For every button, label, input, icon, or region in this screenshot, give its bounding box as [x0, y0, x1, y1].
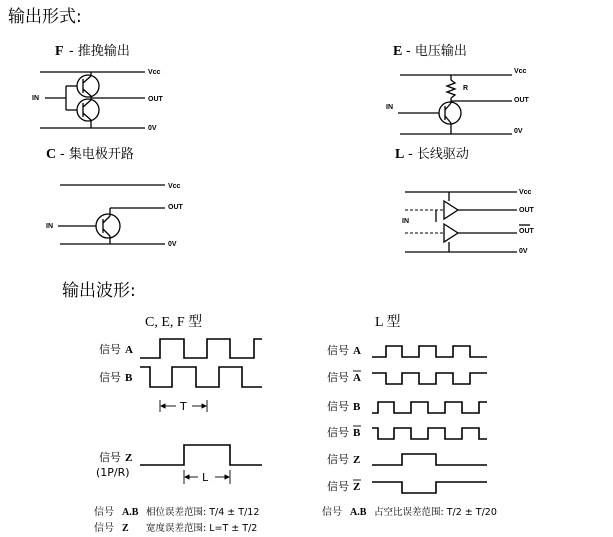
circuit-f-push-pull: [32, 43, 164, 132]
cef-wave-a: [140, 339, 262, 358]
circuit-l-out-1: OUT: [519, 207, 534, 214]
circuit-f-out: OUT: [148, 96, 163, 103]
l-signal-4-label: 信号: [327, 426, 349, 439]
circuit-l-line-driver: [395, 146, 535, 255]
l-signal-1-name: A: [353, 345, 361, 357]
cef-note-2-text: 宽度误差范围: L=T ± T/2: [146, 523, 258, 534]
circuit-f-letter: F: [55, 44, 64, 59]
l-wave-b-bar: [372, 428, 487, 439]
l-signal-5-name: Z: [353, 454, 361, 466]
circuit-c-letter: C: [46, 147, 57, 162]
l-signal-4-name: B: [353, 427, 361, 439]
l-signal-2-name: A: [353, 372, 361, 384]
l-wave-z-bar: [372, 482, 487, 493]
cef-signal-a-name: A: [125, 344, 133, 356]
circuit-c-vcc: Vcc: [168, 183, 181, 190]
cef-period-label: T: [180, 400, 187, 413]
l-signal-5-label: 信号: [327, 453, 349, 466]
l-signal-6-name: Z: [353, 481, 361, 493]
cef-note-1-text: 相位误差范围: T/4 ± T/12: [146, 507, 260, 518]
circuit-l-letter: L: [395, 147, 405, 162]
circuit-f-in: IN: [32, 95, 39, 102]
circuit-e-gnd: 0V: [514, 128, 523, 135]
cef-note-1-name: A.B: [122, 507, 139, 518]
l-wave-z: [372, 454, 487, 465]
l-wave-a: [372, 346, 487, 357]
l-signal-3-label: 信号: [327, 400, 349, 413]
l-signal-6-label: 信号: [327, 480, 349, 493]
cef-wave-b: [140, 367, 262, 387]
cef-note-1-label: 信号: [94, 507, 114, 518]
l-signal-3-name: B: [353, 401, 361, 413]
l-signal-2-label: 信号: [327, 371, 349, 384]
circuit-f-gnd: 0V: [148, 125, 157, 132]
cef-signal-b-name: B: [125, 372, 133, 384]
circuit-l-vcc: Vcc: [519, 189, 532, 196]
cef-signal-a-label: 信号: [99, 343, 121, 356]
l-signal-1-label: 信号: [327, 344, 349, 357]
circuit-e-in: IN: [386, 104, 393, 111]
circuit-f-title: - 推挽输出: [69, 44, 130, 59]
circuit-e-out: OUT: [514, 97, 529, 104]
cef-signal-z-name: Z: [125, 452, 133, 464]
circuit-f-vcc: Vcc: [148, 69, 161, 76]
l-wave-b: [372, 402, 487, 413]
circuit-l-out-2: OUT: [519, 228, 534, 235]
circuit-c-title: - 集电极开路: [60, 147, 134, 162]
cef-note-2-name: Z: [122, 523, 129, 534]
circuit-c-out: OUT: [168, 204, 183, 211]
cef-signal-z-sub: (1P/R): [96, 466, 130, 479]
cef-signal-b-label: 信号: [99, 371, 121, 384]
circuit-c-gnd: 0V: [168, 241, 177, 248]
waveforms-title: 输出波形:: [62, 281, 136, 301]
circuit-l-title: - 长线驱动: [408, 147, 469, 162]
waveforms-l-title: L 型: [375, 315, 401, 330]
circuit-e-resistor: R: [463, 85, 469, 92]
circuit-e-letter: E: [393, 44, 403, 59]
waveforms-l: [322, 313, 497, 518]
waveforms-cef: [94, 313, 262, 534]
circuit-c-in: IN: [46, 223, 53, 230]
l-note-text: 占空比误差范围: T/2 ± T/20: [374, 507, 497, 518]
circuit-e-voltage-output: [386, 43, 530, 135]
l-note-name: A.B: [350, 507, 367, 518]
circuit-c-open-collector: [46, 146, 184, 248]
waveforms-cef-title: C, E, F 型: [145, 315, 203, 330]
cef-wave-z: [140, 445, 262, 465]
cef-note-2-label: 信号: [94, 523, 114, 534]
cef-signal-z-label: 信号: [99, 451, 121, 464]
circuit-l-gnd: 0V: [519, 248, 528, 255]
output-forms-title: 输出形式:: [8, 7, 82, 27]
circuit-e-vcc: Vcc: [514, 68, 527, 75]
circuit-e-title: - 电压输出: [406, 44, 467, 59]
l-wave-a-bar: [372, 373, 487, 384]
circuit-l-in: IN: [402, 218, 409, 225]
l-note-label: 信号: [322, 507, 342, 518]
cef-width-label: L: [202, 471, 209, 484]
